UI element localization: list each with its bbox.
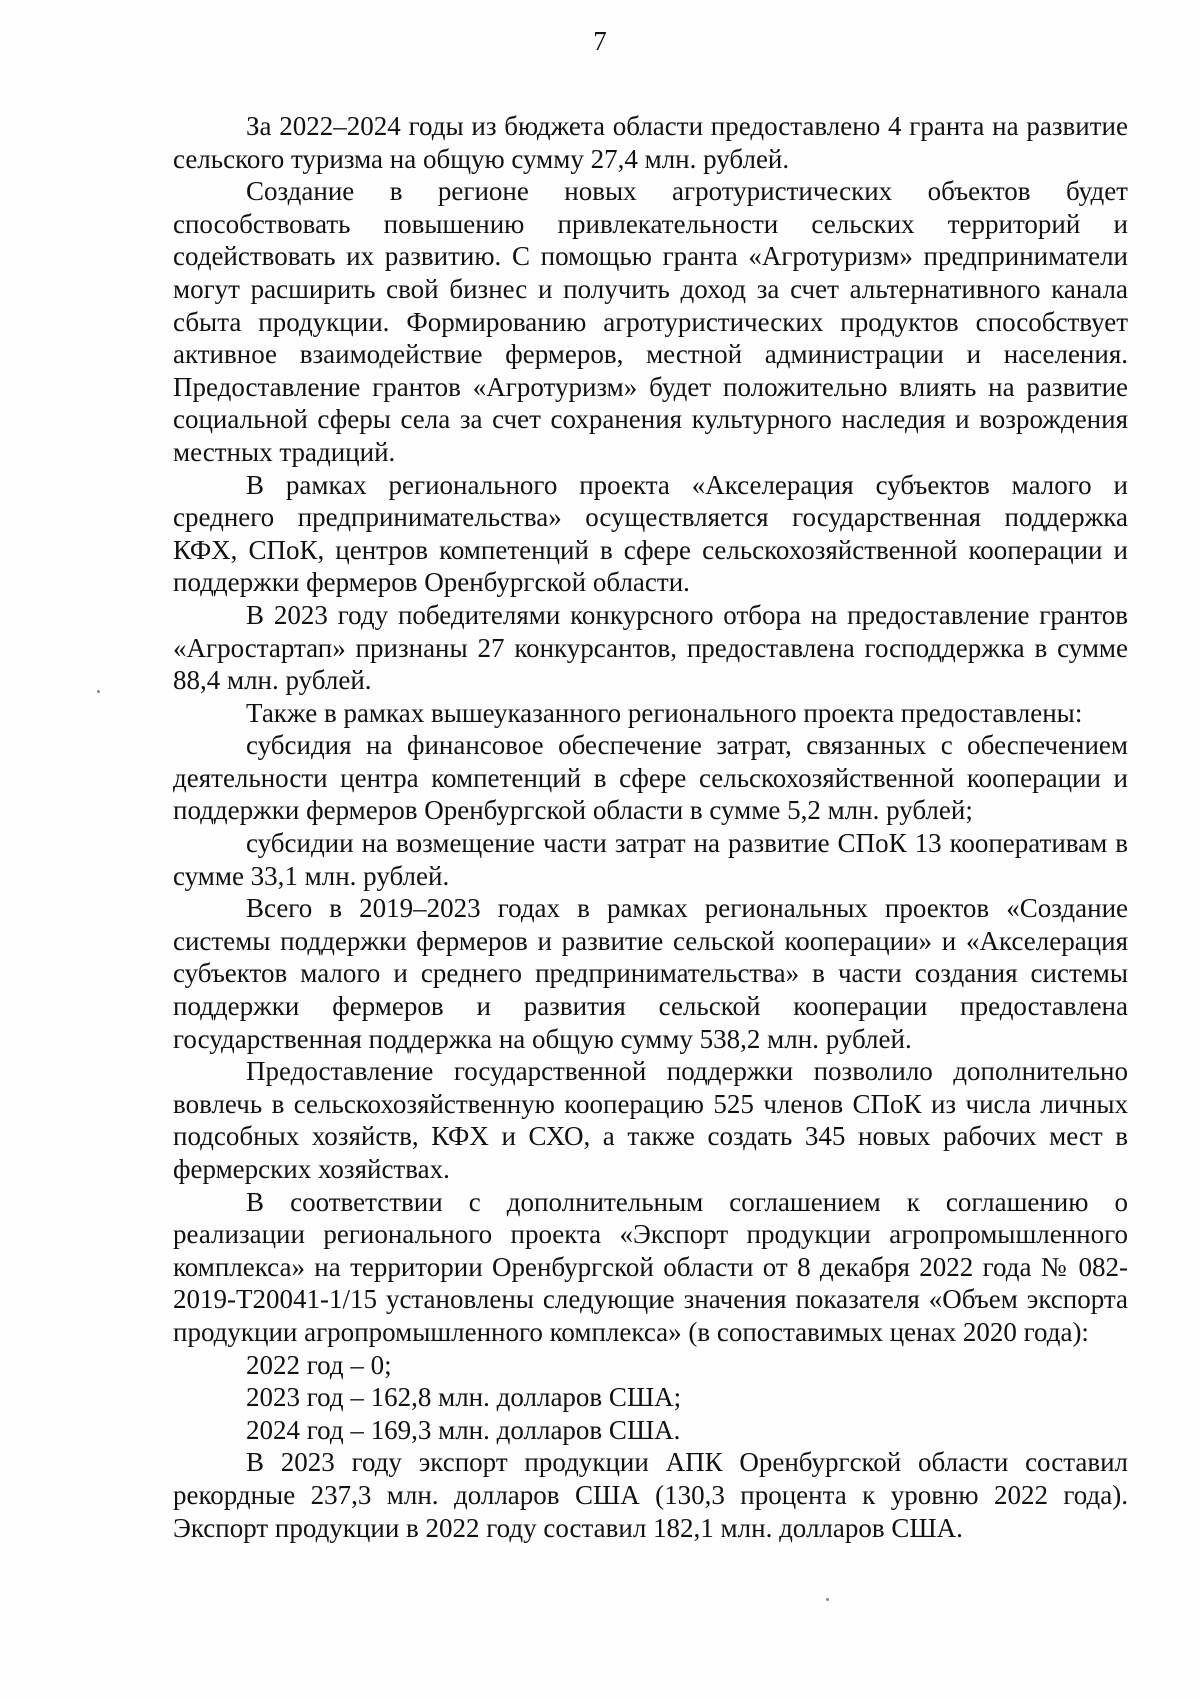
- paragraph-also-provided: Также в рамках вышеуказанного регионального проекта предоставлены:: [246, 697, 1083, 728]
- scan-speck: [826, 1598, 829, 1601]
- list-item-2022: 2022 год – 0;: [246, 1349, 392, 1380]
- list-item-2023: 2023 год – 162,8 млн. долларов США;: [246, 1382, 682, 1413]
- document-body: [173, 110, 1128, 1544]
- list-item-2024: 2024 год – 169,3 млн. долларов США.: [246, 1414, 681, 1445]
- paragraph-subsidy-cooperatives: субсидии на возмещение части затрат на развитие СПоК 13 кооперативам в сумме 33,1 млн. рублей.: [173, 828, 1128, 891]
- paragraph-agrostartup-grants: В 2023 году победителями конкурсного отбора на предоставление грантов «Агростартап» признаны 27 конкурсантов, предоставлена господдержка в сумме 88,4 млн. рублей.: [173, 599, 1128, 696]
- scan-speck: [97, 690, 100, 693]
- paragraph-export-agreement: В соответствии с дополнительным соглашением к соглашению о реализации регионального проекта «Экспорт продукции агропромышленного комплекса» на территории Оренбургской области от 8 декабря 2022 года № 082-2019-Т20041-1/15 установлены следующие значения показателя «Объем экспорта продукции агропромышленного комплекса» (в сопоставимых ценах 2020 года):: [173, 1186, 1128, 1347]
- paragraph-cooperation-results: Предоставление государственной поддержки позволило дополнительно вовлечь в сельскохозяйственную кооперацию 525 членов СПоК из числа личных подсобных хозяйств, КФХ и СХО, а также создать 345 новых рабочих мест в фермерских хозяйствах.: [173, 1056, 1128, 1184]
- paragraph-acceleration-project: В рамках регионального проекта «Акселерация субъектов малого и среднего предпринимательства» осуществляется государственная поддержка КФХ, СПоК, центров компетенций в сфере сельскохозяйственной кооперации и поддержки фермеров Оренбургской области.: [173, 469, 1128, 598]
- paragraph-subsidy-competence-center: субсидия на финансовое обеспечение затрат, связанных с обеспечением деятельности центра компетенций в сфере сельскохозяйственной кооперации и поддержки фермеров Оренбургской области в сумме 5,2 млн. рублей;: [173, 730, 1128, 826]
- paragraph-agrotourism-benefits: Создание в регионе новых агротуристических объектов будет способствовать повышению привлекательности сельских территорий и содействовать их развитию. С помощью гранта «Агротуризм» предприниматели могут расширить свой бизнес и получить доход за счет альтернативного канала сбыта продукции. Формированию агротуристических продуктов способствует активное взаимодействие фермеров, местной администрации и населения. Предоставление грантов «Агротуризм» будет положительно влиять на развитие социальной сферы села за счет сохранения культурного наследия и возрождения местных традиций.: [173, 176, 1128, 467]
- paragraph-agrotourism-grants: За 2022–2024 годы из бюджета области предоставлено 4 гранта на развитие сельского туризма на общую сумму 27,4 млн. рублей.: [173, 111, 1128, 174]
- page-number: 7: [593, 26, 607, 56]
- paragraph-export-result: В 2023 году экспорт продукции АПК Оренбургской области составил рекордные 237,3 млн. долларов США (130,3 процента к уровню 2022 года). Экспорт продукции в 2022 году составил 182,1 млн. долларов США.: [173, 1447, 1128, 1543]
- paragraph-total-support: Всего в 2019–2023 годах в рамках региональных проектов «Создание системы поддержки фермеров и развитие сельской кооперации» и «Акселерация субъектов малого и среднего предпринимательства» в части создания системы поддержки фермеров и развития сельской кооперации предоставлена государственная поддержка на общую сумму 538,2 млн. рублей.: [173, 893, 1128, 1054]
